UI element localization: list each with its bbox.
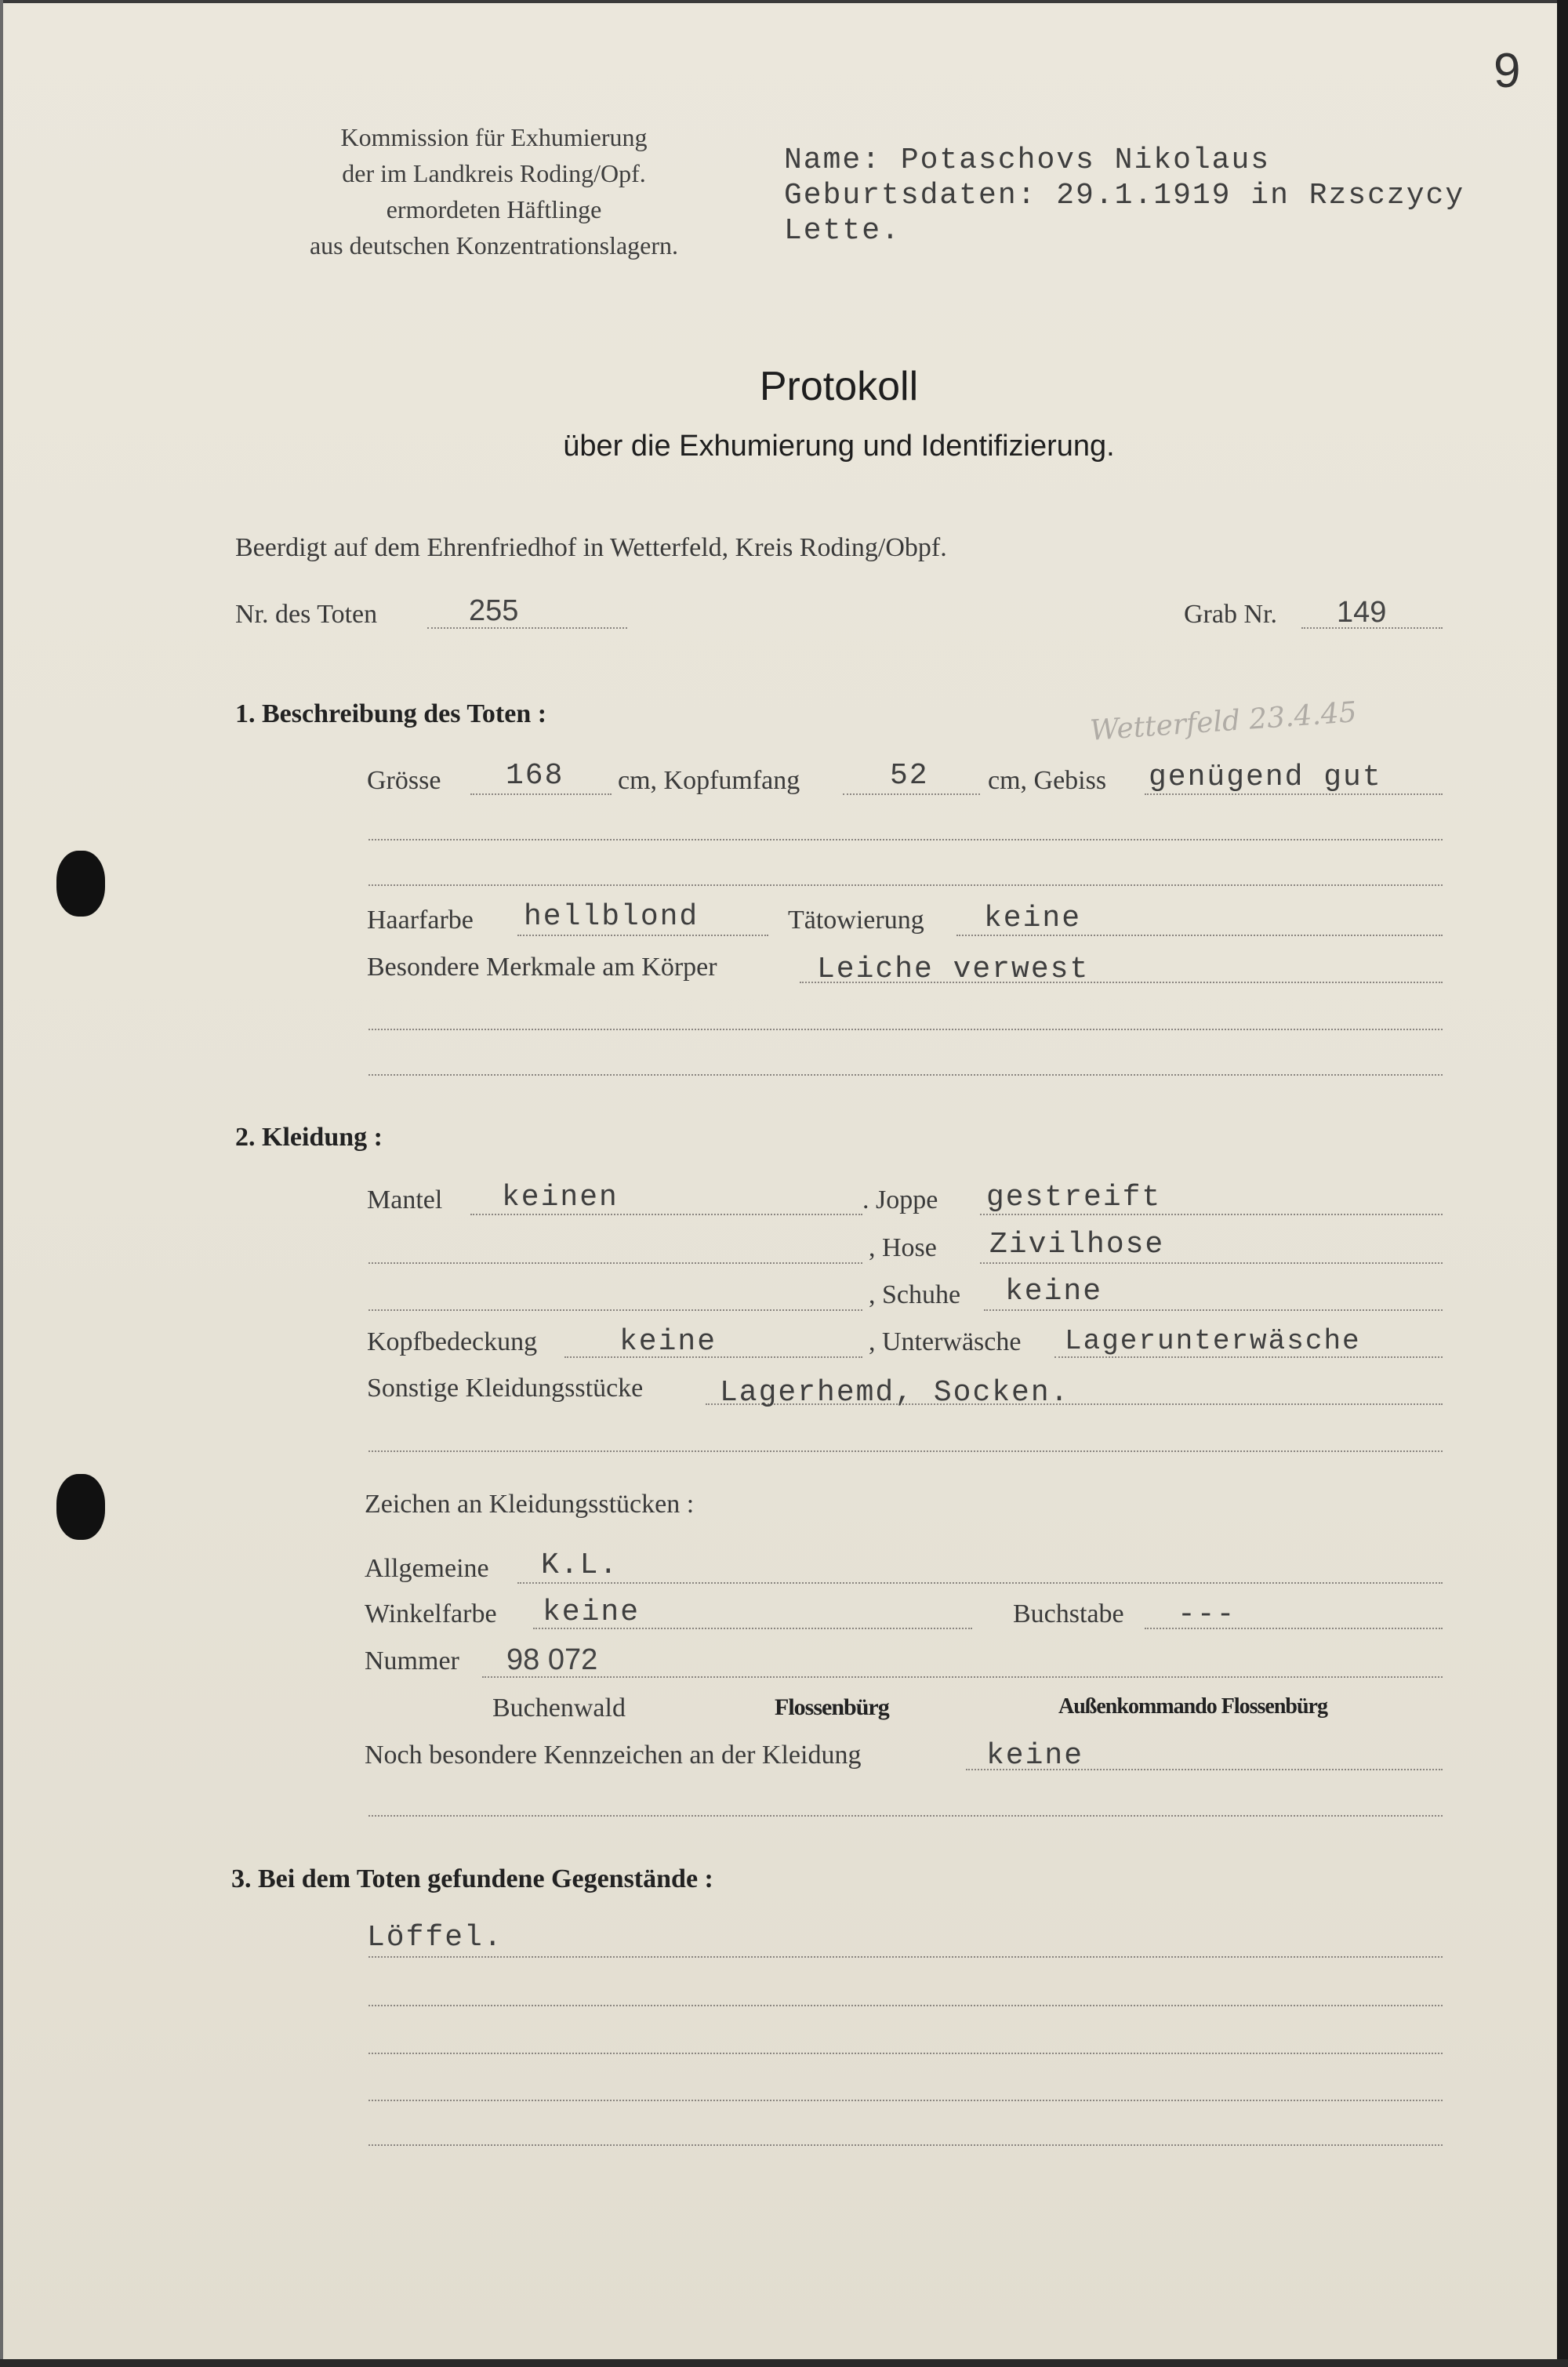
- blank-line: [368, 1029, 1443, 1030]
- punch-hole-top: [56, 851, 105, 917]
- camp-flossenbuerg-struck: Flossenbürg: [775, 1694, 889, 1720]
- found-items-line: [368, 2005, 1443, 2006]
- commission-line-3: ermordeten Häftlinge: [386, 195, 602, 223]
- shoes-label: , Schuhe: [869, 1280, 961, 1309]
- coat-value: keinen: [502, 1181, 619, 1214]
- grave-number-value: 149: [1337, 596, 1387, 629]
- blank-line: [368, 1074, 1443, 1076]
- underwear-value: Lagerunterwäsche: [1065, 1325, 1361, 1357]
- prisoner-number-value: 98 072: [506, 1643, 598, 1676]
- hair-color-line: [517, 935, 768, 936]
- height-label: Grösse: [367, 766, 441, 795]
- camp-buchenwald: Buchenwald: [492, 1694, 626, 1723]
- prisoner-number-line: [482, 1676, 1443, 1678]
- found-items-line: [368, 2100, 1443, 2101]
- triangle-color-label: Winkelfarbe: [365, 1599, 497, 1628]
- section-2-heading: 2. Kleidung :: [235, 1123, 383, 1152]
- blank-line: [368, 839, 1443, 840]
- other-marks-value: keine: [986, 1739, 1084, 1773]
- teeth-value: genügend gut: [1149, 761, 1382, 794]
- other-clothing-value: Lagerhemd, Socken.: [720, 1376, 1070, 1410]
- tattoo-label: Tätowierung: [788, 906, 924, 935]
- body-features-label: Besondere Merkmale am Körper: [367, 953, 717, 982]
- body-features-value: Leiche verwest: [817, 953, 1090, 986]
- blank-line: [368, 1262, 862, 1264]
- grave-number-label: Grab Nr.: [1184, 600, 1277, 629]
- commission-line-4: aus deutschen Konzentrationslagern.: [309, 231, 679, 260]
- jacket-value: gestreift: [986, 1181, 1162, 1214]
- hair-color-value: hellblond: [524, 900, 699, 934]
- letter-label: Buchstabe: [1013, 1599, 1124, 1628]
- blank-line: [368, 1309, 862, 1311]
- page-title: Protokoll: [759, 364, 919, 409]
- section-1-heading: 1. Beschreibung des Toten :: [235, 699, 547, 728]
- headwear-label: Kopfbedeckung: [367, 1327, 538, 1356]
- blank-line: [368, 1450, 1443, 1452]
- height-line: [470, 793, 612, 795]
- hair-color-label: Haarfarbe: [367, 906, 474, 935]
- person-name-line: Name: Potaschovs Nikolaus: [784, 143, 1271, 177]
- found-items-line: [368, 2144, 1443, 2146]
- triangle-color-value: keine: [543, 1596, 641, 1629]
- clothing-marks-label: Zeichen an Kleidungsstücken :: [365, 1490, 695, 1519]
- dead-number-value: 255: [469, 594, 519, 627]
- trousers-label: , Hose: [869, 1233, 937, 1262]
- other-clothing-label: Sonstige Kleidungsstücke: [367, 1374, 644, 1403]
- person-birth-line: Geburtsdaten: 29.1.1919 in Rzsczycy: [784, 179, 1465, 212]
- commission-line-1: Kommission für Exhumierung: [340, 123, 648, 151]
- tattoo-value: keine: [984, 902, 1082, 935]
- general-marks-line: [517, 1582, 1443, 1584]
- dead-number-line: [427, 627, 627, 629]
- found-item-1: Löffel.: [367, 1921, 503, 1955]
- section-3-heading: 3. Bei dem Toten gefundene Gegenstände :: [231, 1864, 713, 1893]
- head-circumference-line: [843, 793, 980, 795]
- scan-edge-top: [0, 0, 1568, 3]
- burial-location: Beerdigt auf dem Ehrenfriedhof in Wetterfeld, Kreis Roding/Obpf.: [235, 533, 947, 562]
- other-marks-label: Noch besondere Kennzeichen an der Kleidung: [365, 1741, 862, 1770]
- shoes-line: [984, 1309, 1443, 1311]
- head-circumference-label: cm, Kopfumfang: [618, 766, 800, 795]
- found-items-line: [368, 2053, 1443, 2054]
- general-marks-label: Allgemeine: [365, 1554, 489, 1583]
- blank-line: [368, 884, 1443, 886]
- trousers-value: Zivilhose: [989, 1228, 1165, 1262]
- commission-header: [259, 119, 729, 263]
- page-subtitle: über die Exhumierung und Identifizierung.: [563, 430, 1115, 463]
- pencil-note: Wetterfeld 23.4.45: [1088, 696, 1358, 747]
- teeth-label: cm, Gebiss: [988, 766, 1107, 795]
- letter-value: ---: [1178, 1598, 1236, 1632]
- general-marks-value: K.L.: [541, 1548, 619, 1582]
- jacket-label: . Joppe: [862, 1185, 938, 1214]
- dead-number-label: Nr. des Toten: [235, 600, 378, 629]
- scan-edge-bottom: [0, 2359, 1568, 2367]
- head-circumference-value: 52: [890, 759, 929, 793]
- height-value: 168: [506, 759, 564, 793]
- punch-hole-bottom: [56, 1474, 105, 1540]
- coat-label: Mantel: [367, 1185, 443, 1214]
- scan-edge-right: [1557, 0, 1568, 2367]
- person-nationality-line: Lette.: [784, 214, 901, 248]
- underwear-label: , Unterwäsche: [869, 1327, 1022, 1356]
- shoes-value: keine: [1005, 1275, 1103, 1309]
- blank-line: [368, 1815, 1443, 1817]
- prisoner-number-label: Nummer: [365, 1646, 459, 1675]
- page-number: 9: [1494, 44, 1521, 98]
- found-items-line: [368, 1956, 1443, 1958]
- commission-line-2: der im Landkreis Roding/Opf.: [342, 159, 646, 187]
- camp-outpost-struck: Außenkommando Flossenbürg: [1058, 1694, 1327, 1719]
- headwear-value: keine: [619, 1325, 717, 1359]
- trousers-line: [980, 1262, 1443, 1264]
- scan-edge-left: [0, 0, 3, 2367]
